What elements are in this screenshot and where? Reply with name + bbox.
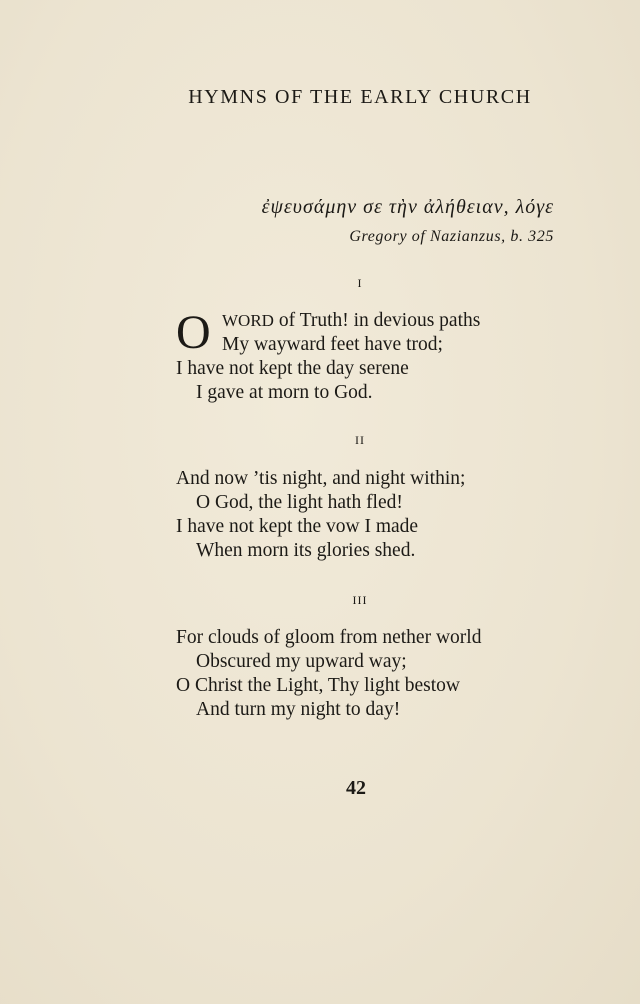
stanza-numeral-1: I (357, 276, 363, 290)
stanza-3-line-3: O Christ the Light, Thy light bestow (176, 675, 461, 696)
stanza-1-line-4: I gave at morn to God. (196, 382, 373, 403)
epigraph-attribution: Gregory of Nazianzus, b. 325 (349, 228, 554, 245)
first-line-rest: of Truth! in devious paths (273, 310, 481, 331)
page-number: 42 (346, 777, 366, 799)
stanza-numeral-3: III (352, 593, 368, 607)
drop-cap: O (176, 306, 211, 359)
running-head: HYMNS OF THE EARLY CHURCH (188, 86, 532, 108)
stanza-1-line-3: I have not kept the day serene (176, 358, 409, 379)
stanza-3-line-1: For clouds of gloom from nether world (176, 627, 482, 648)
stanza-1 (176, 306, 481, 405)
stanza-3-line-4: And turn my night to day! (196, 699, 401, 720)
stanza-1-line-2: My wayward feet have trod; (222, 334, 443, 355)
stanza-2 (176, 467, 465, 563)
stanza-2-line-3: I have not kept the vow I made (176, 516, 419, 537)
epigraph-greek: ἐψευσάμην σε τὴν ἀλήθειαν, λόγε (261, 196, 554, 218)
stanza-3 (176, 626, 481, 722)
stanza-2-line-1: And now ’tis night, and night within; (176, 468, 466, 489)
stanza-numeral-2: II (355, 433, 365, 447)
stanza-2-line-4: When morn its glories shed. (196, 540, 416, 561)
stanza-2-line-2: O God, the light hath fled! (196, 492, 403, 513)
stanza-3-line-2: Obscured my upward way; (196, 651, 407, 672)
first-word-caps: WORD (222, 311, 274, 330)
